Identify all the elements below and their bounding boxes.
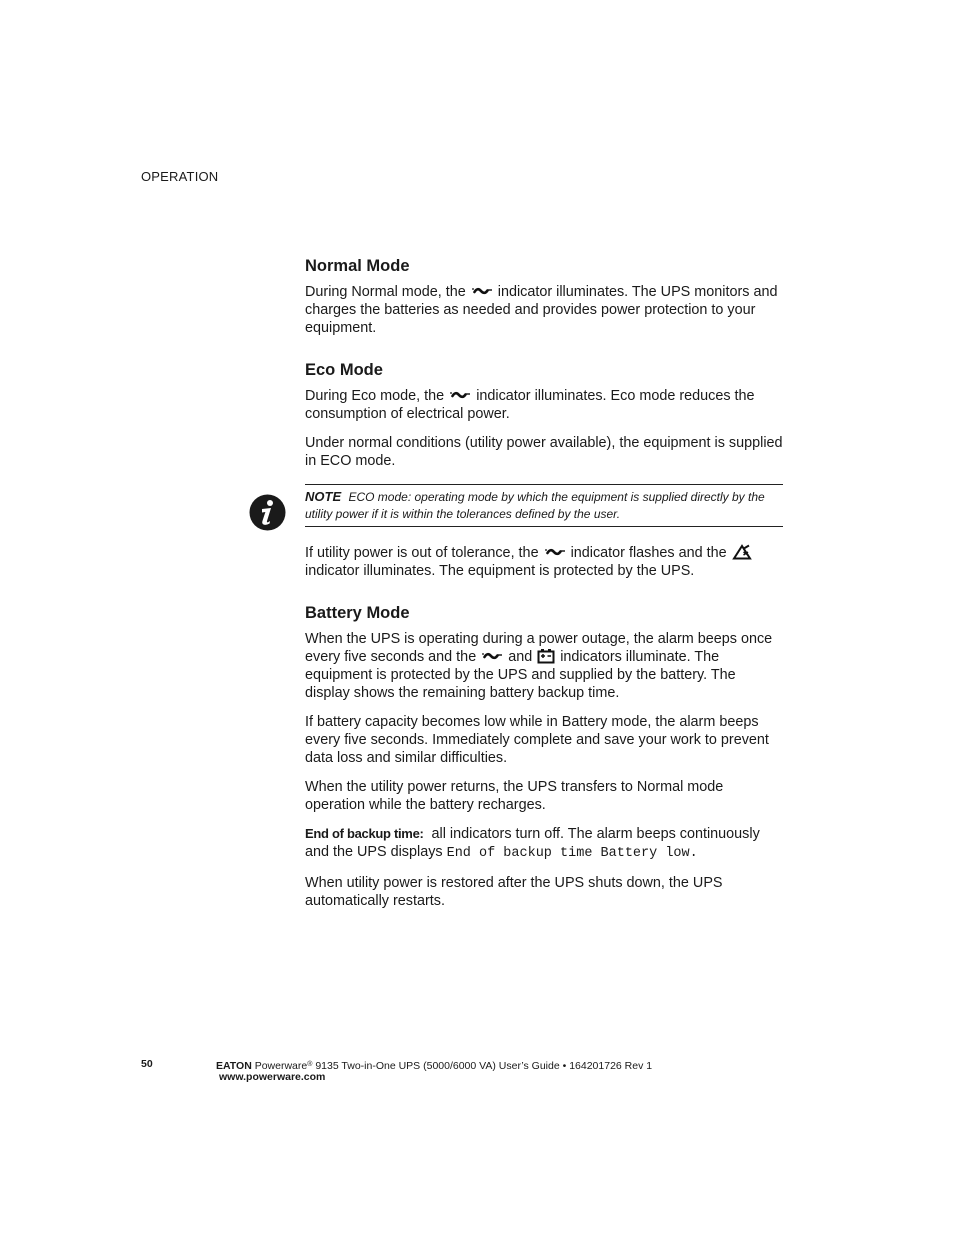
battery-mode-paragraph-4: End of backup time: all indicators turn off. The alarm beeps continuously and the UPS displays End of backup time Battery low. — [305, 826, 760, 861]
footer-title: EATON Powerware® 9135 Two-in-One UPS (5000/6000 VA) User’s Guide • 164201726 Rev 1 — [216, 1060, 653, 1072]
eco-mode-heading: Eco Mode — [305, 361, 383, 379]
eco-mode-paragraph-3: If utility power is out of tolerance, the indicator flashes and the indicator illuminates. The equipment is protected by the UPS. — [305, 544, 783, 580]
page-number: 50 — [141, 1058, 153, 1070]
battery-mode-paragraph-3: When the utility power returns, the UPS transfers to Normal mode operation while the battery recharges. — [305, 779, 724, 813]
battery-mode-paragraph-2: If battery capacity becomes low while in Battery mode, the alarm beeps every five seconds. Immediately complete and save your work to prevent data loss and similar difficulties. — [305, 714, 769, 766]
run-in-heading: End of backup time: — [305, 826, 424, 841]
normal-mode-heading: Normal Mode — [305, 257, 410, 275]
ac-input-icon — [471, 285, 493, 299]
eco-mode-paragraph-2: Under normal conditions (utility power available), the equipment is supplied in ECO mode. — [305, 435, 783, 469]
note-label: NOTE — [305, 489, 342, 504]
battery-icon — [537, 648, 555, 664]
footer-url: www.powerware.com — [219, 1071, 326, 1083]
bypass-warning-icon — [732, 544, 752, 560]
eco-mode-paragraph-1: During Eco mode, the indicator illuminates. Eco mode reduces the consumption of electrical power. — [305, 388, 755, 422]
note-text: ECO mode: operating mode by which the equipment is supplied directly by the utility power if it is within the tolerances defined by the user. — [305, 490, 765, 521]
display-message: End of backup time Battery low. — [446, 846, 698, 861]
ac-input-icon — [544, 546, 566, 560]
battery-mode-paragraph-1: When the UPS is operating during a power outage, the alarm beeps once every five seconds and the and indicators illuminate. The equipment is protected by the UPS and supplied by the battery. The display shows the remaining battery backup time. — [305, 631, 773, 701]
ac-input-icon — [481, 650, 503, 664]
ac-input-icon — [449, 389, 471, 403]
main-content — [305, 256, 783, 921]
normal-mode-paragraph: During Normal mode, the indicator illuminates. The UPS monitors and charges the batteries as needed and provides power protection to your equipment. — [305, 284, 778, 336]
battery-mode-paragraph-5: When utility power is restored after the UPS shuts down, the UPS automatically restarts. — [305, 875, 723, 909]
section-label: OPERATION — [141, 169, 219, 184]
battery-mode-heading: Battery Mode — [305, 604, 410, 622]
note-box — [305, 484, 783, 527]
info-icon — [249, 494, 286, 531]
